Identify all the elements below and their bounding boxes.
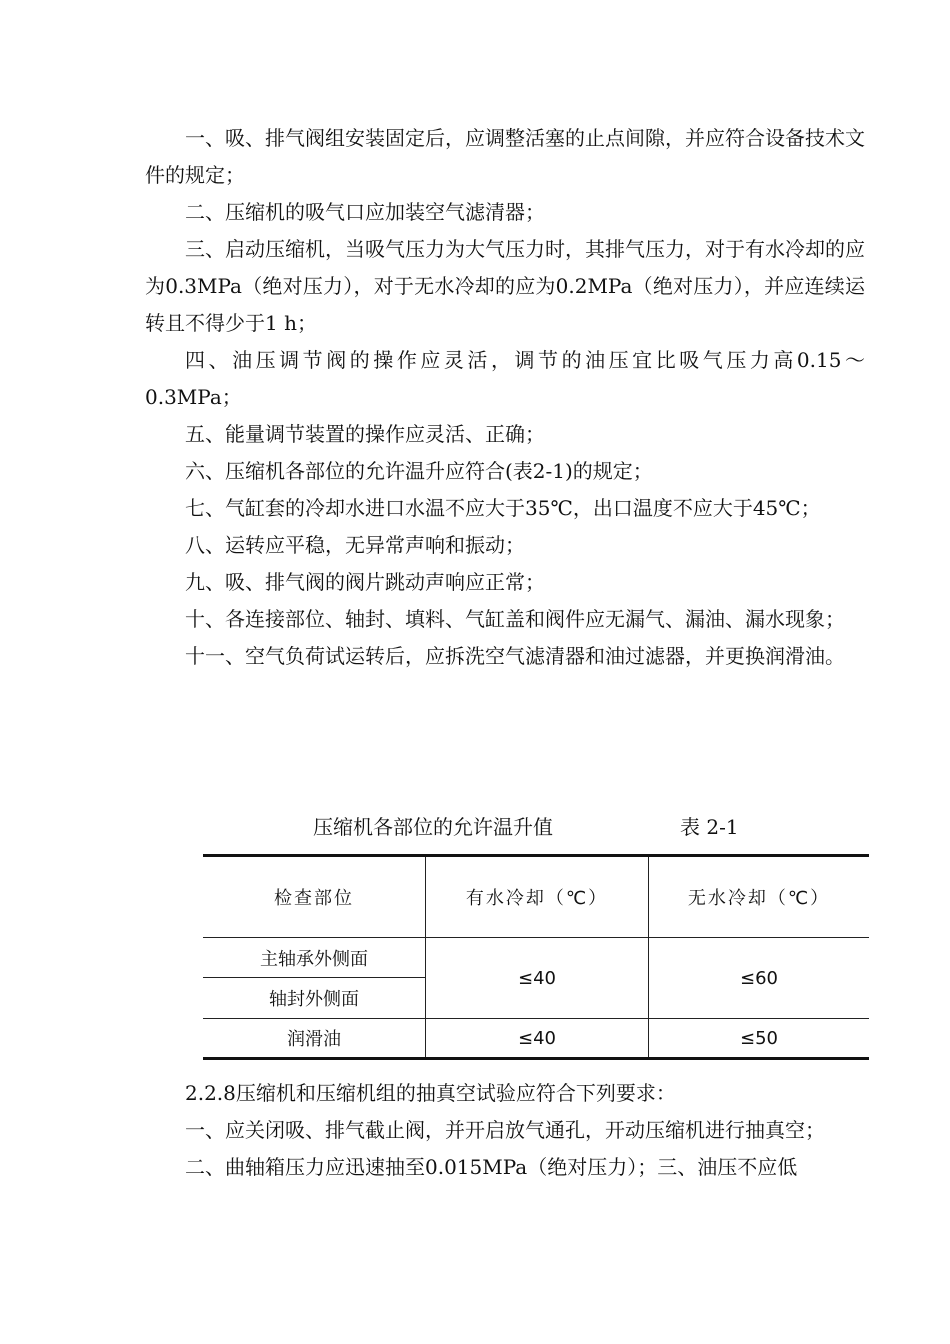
table-caption	[0, 812, 950, 842]
cell-oil-water-value: ≤40	[426, 1019, 649, 1059]
cell-bearing-water-value: ≤40	[426, 938, 649, 1019]
table-row	[203, 1019, 869, 1059]
table-header-row	[203, 856, 869, 938]
clause-11: 十一、空气负荷试运转后，应拆洗空气滤清器和油过滤器，并更换润滑油。	[185, 644, 845, 668]
cell-bearing-nowater-value: ≤60	[649, 938, 870, 1019]
table-row	[203, 938, 869, 978]
clause-5: 五、能量调节装置的操作应灵活、正确；	[185, 422, 545, 446]
table-title: 压缩机各部位的允许温升值	[313, 815, 553, 839]
section-heading: 2.2.8压缩机和压缩机组的抽真空试验应符合下列要求：	[185, 1081, 676, 1105]
section-2-2-8	[145, 1075, 865, 1186]
temperature-rise-table	[203, 854, 869, 1060]
clause-9: 九、吸、排气阀的阀片跳动声响应正常；	[185, 570, 545, 594]
clause-2: 二、压缩机的吸气口应加装空气滤清器；	[185, 200, 545, 224]
clause-6: 六、压缩机各部位的允许温升应符合(表2-1)的规定；	[185, 459, 653, 483]
cell-main-bearing: 主轴承外侧面	[203, 938, 426, 978]
cell-shaft-seal: 轴封外侧面	[203, 978, 426, 1019]
clause-1: 一、吸、排气阀组安装固定后，应调整活塞的止点间隙，并应符合设备技术文件的规定；	[145, 126, 865, 187]
clause-10: 十、各连接部位、轴封、填料、气缸盖和阀件应无漏气、漏油、漏水现象；	[185, 607, 845, 631]
header-water-cooled: 有水冷却（℃）	[426, 856, 649, 938]
clause-4: 四、油压调节阀的操作应灵活，调节的油压宜比吸气压力高0.15～0.3MPa；	[145, 348, 865, 409]
clause-7: 七、气缸套的冷却水进口水温不应大于35℃，出口温度不应大于45℃；	[185, 496, 821, 520]
section-item-2: 二、曲轴箱压力应迅速抽至0.015MPa（绝对压力）；三、油压不应低	[185, 1155, 798, 1179]
cell-lube-oil: 润滑油	[203, 1019, 426, 1059]
header-check-location: 检查部位	[203, 856, 426, 938]
header-no-water-cooling: 无水冷却（℃）	[649, 856, 870, 938]
clause-3: 三、启动压缩机，当吸气压力为大气压力时，其排气压力，对于有水冷却的应为0.3MPa（绝对压力），对于无水冷却的应为0.2MPa（绝对压力），并应连续运转且不得少于1 h；	[145, 237, 865, 335]
table-number: 表 2-1	[680, 815, 739, 839]
clause-list	[145, 120, 865, 675]
section-item-1: 一、应关闭吸、排气截止阀，并开启放气通孔，开动压缩机进行抽真空；	[185, 1118, 825, 1142]
clause-8: 八、运转应平稳，无异常声响和振动；	[185, 533, 525, 557]
cell-oil-nowater-value: ≤50	[649, 1019, 870, 1059]
